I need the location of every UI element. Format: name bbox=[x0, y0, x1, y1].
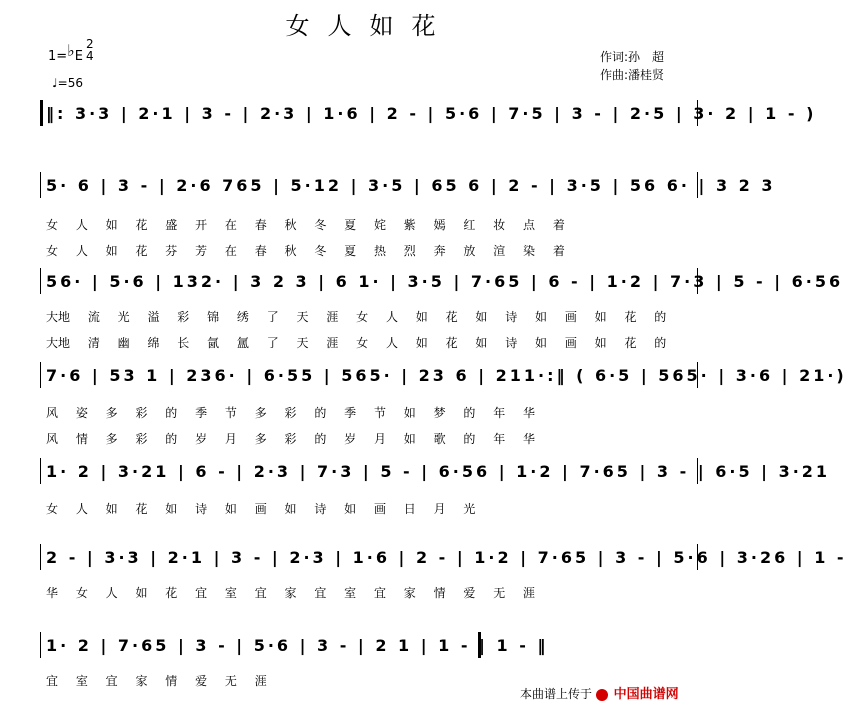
bar-line bbox=[40, 362, 41, 388]
time-signature bbox=[86, 38, 94, 62]
flat-symbol: ♭ bbox=[67, 41, 75, 60]
note-line: 1· 2 | 7·65 | 3 - | 5·6 | 3 - | 2 1 | 1 - | 1 - ‖ bbox=[46, 636, 549, 655]
logo-icon bbox=[596, 689, 608, 701]
key-note: E bbox=[74, 49, 83, 64]
site-logo: 中国曲谱网 bbox=[613, 687, 679, 702]
bar-line bbox=[40, 268, 41, 294]
lyric-line: 风 姿 多 彩 的 季 节 多 彩 的 季 节 如 梦 的 年 华 bbox=[46, 406, 536, 420]
lyricist-credit: 作词:孙 超 bbox=[600, 50, 665, 64]
note-line: ‖: 3·3 | 2·1 | 3 - | 2·3 | 1·6 | 2 - | 5·6 | 7·5 | 3 - | 2·5 | 3· 2 | 1 - ) bbox=[46, 104, 817, 123]
bar-line bbox=[40, 100, 43, 126]
note-line: 5· 6 | 3 - | 2·6 765 | 5·12 | 3·5 | 65 6 | 2 - | 3·5 | 56 6· | 3 2 3 bbox=[46, 176, 776, 195]
composer-credit: 作曲:潘桂贤 bbox=[600, 68, 665, 82]
note-line: 1· 2 | 3·21 | 6 - | 2·3 | 7·3 | 5 - | 6·56 | 1·2 | 7·65 | 3 - | 6·5 | 3·21 bbox=[46, 462, 831, 481]
note-line: 56· | 5·6 | 132· | 3 2 3 | 6 1· | 3·5 | 7·65 | 6 - | 1·2 | 7·3 | 5 - | 6·56 bbox=[46, 272, 844, 291]
page-title: 女人如花 bbox=[285, 12, 454, 40]
score-row bbox=[0, 172, 776, 202]
score-row bbox=[0, 458, 831, 488]
bar-line bbox=[40, 632, 41, 658]
time-bottom: 4 bbox=[86, 49, 94, 63]
score-row bbox=[0, 544, 847, 574]
lyric-line: 华 女 人 如 花 宜 室 宜 家 宜 室 宜 家 情 爱 无 涯 bbox=[46, 586, 536, 600]
note-line: 2 - | 3·3 | 2·1 | 3 - | 2·3 | 1·6 | 2 - | 1·2 | 7·65 | 3 - | 5·6 | 3·26 | 1 - bbox=[46, 548, 847, 567]
footer bbox=[520, 683, 679, 702]
key-signature bbox=[48, 41, 83, 64]
footer-text: 本曲谱上传于 bbox=[520, 687, 593, 701]
lyric-line: 女 人 如 花 盛 开 在 春 秋 冬 夏 姹 紫 嫣 红 妆 点 着 bbox=[46, 218, 565, 232]
score-row bbox=[0, 362, 847, 392]
tempo-marking: ♩=56 bbox=[52, 76, 83, 90]
bar-line bbox=[40, 172, 41, 198]
lyric-line: 风 情 多 彩 的 岁 月 多 彩 的 岁 月 如 歌 的 年 华 bbox=[46, 432, 536, 446]
lyric-line: 女 人 如 花 如 诗 如 画 如 诗 如 画 日 月 光 bbox=[46, 502, 476, 516]
bar-line bbox=[40, 544, 41, 570]
note-line: 7·6 | 53 1 | 236· | 6·55 | 565· | 23 6 | 211·:‖ ( 6·5 | 565· | 3·6 | 21·) bbox=[46, 366, 847, 385]
key-label: 1= bbox=[48, 49, 68, 64]
score-row bbox=[0, 100, 817, 130]
score-row bbox=[0, 268, 844, 298]
lyric-line: 宜 室 宜 家 情 爱 无 涯 bbox=[46, 674, 267, 688]
lyric-line: 女 人 如 花 芬 芳 在 春 秋 冬 夏 热 烈 奔 放 渲 染 着 bbox=[46, 244, 565, 258]
lyric-line: 大地 清 幽 绵 长 氤 氲 了 天 涯 女 人 如 花 如 诗 如 画 如 花 的 bbox=[46, 336, 667, 350]
time-top: 2 bbox=[86, 37, 94, 51]
lyric-line: 大地 流 光 溢 彩 锦 绣 了 天 涯 女 人 如 花 如 诗 如 画 如 花 的 bbox=[46, 310, 667, 324]
score-row bbox=[0, 632, 739, 662]
bar-line bbox=[40, 458, 41, 484]
